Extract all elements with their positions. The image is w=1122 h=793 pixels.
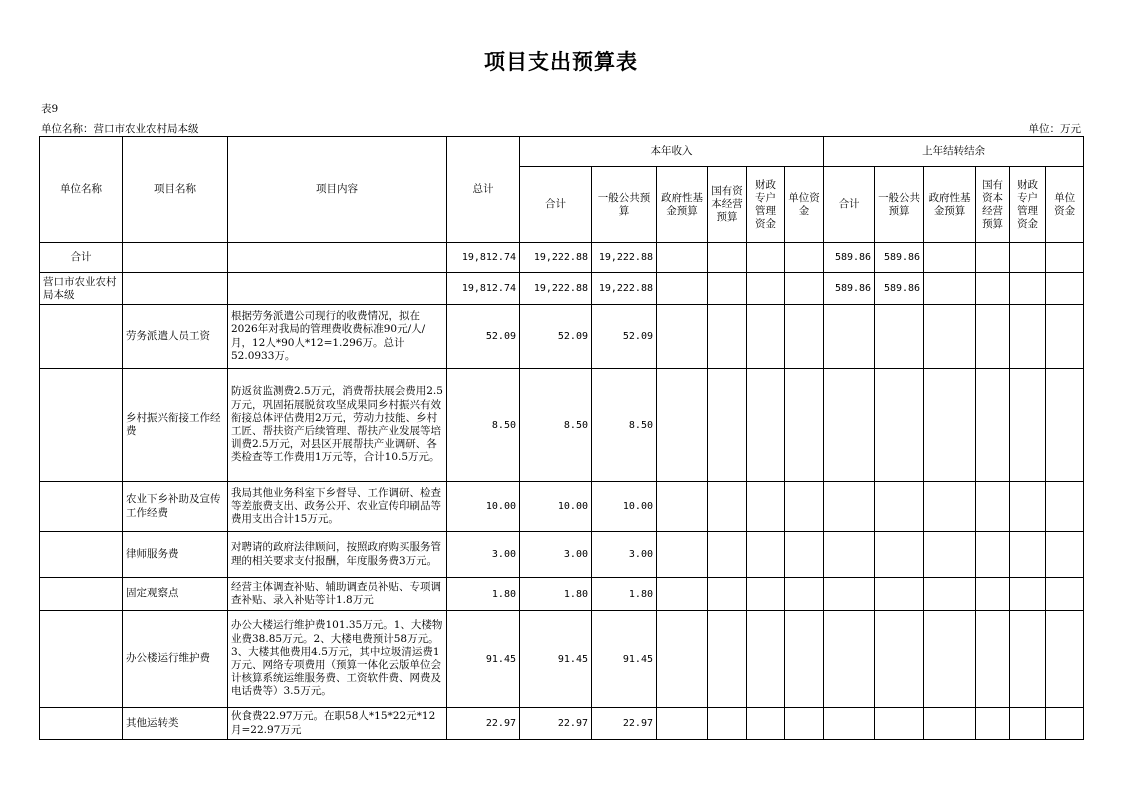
cell-unit: 营口市农业农村局本级 xyxy=(40,273,123,305)
cell-content: 对聘请的政府法律顾问，按照政府购买服务管理的相关要求支付报酬，年度服务费3万元。 xyxy=(228,532,447,578)
cell-co-state-capital xyxy=(976,611,1010,708)
cell-co-subtotal xyxy=(824,532,875,578)
cell-co-subtotal xyxy=(824,305,875,369)
cell-project: 办公楼运行维护费 xyxy=(123,611,228,708)
cell-co-fiscal-special xyxy=(1010,243,1046,273)
cell-co-unit-funds xyxy=(1046,273,1084,305)
cell-cy-state-capital xyxy=(708,305,747,369)
cell-content: 办公大楼运行维护费101.35万元。1、大楼物业费38.85万元。2、大楼电费预计58万元。3、大楼其他费用4.5万元，其中垃圾清运费1万元、网络专项费用（预算一体化云版单位会计核算系统运维服务费、工资软件费、网费及电话费等）3.5万元。 xyxy=(228,611,447,708)
cell-total: 10.00 xyxy=(447,482,520,532)
cell-unit: 合计 xyxy=(40,243,123,273)
cell-co-state-capital xyxy=(976,578,1010,611)
table-row xyxy=(40,578,1084,611)
cell-co-gov-fund xyxy=(924,305,976,369)
cell-cy-gov-fund xyxy=(657,243,708,273)
cell-project xyxy=(123,273,228,305)
cell-cy-unit-funds xyxy=(785,708,824,740)
cell-co-state-capital xyxy=(976,708,1010,740)
cell-co-general xyxy=(875,305,924,369)
header-cy-unit-funds: 单位资金 xyxy=(785,167,824,243)
cell-co-subtotal: 589.86 xyxy=(824,243,875,273)
cell-co-gov-fund xyxy=(924,243,976,273)
cell-content: 我局其他业务科室下乡督导、工作调研、检查等差旅费支出、政务公开、农业宣传印刷品等费用支出合计15万元。 xyxy=(228,482,447,532)
cell-co-gov-fund xyxy=(924,708,976,740)
cell-cy-fiscal-special xyxy=(747,305,785,369)
cell-co-unit-funds xyxy=(1046,482,1084,532)
header-co-subtotal: 合计 xyxy=(824,167,875,243)
cell-project: 农业下乡补助及宣传工作经费 xyxy=(123,482,228,532)
cell-co-unit-funds xyxy=(1046,369,1084,482)
cell-cy-unit-funds xyxy=(785,305,824,369)
cell-cy-state-capital xyxy=(708,243,747,273)
cell-cy-gov-fund xyxy=(657,611,708,708)
cell-co-subtotal xyxy=(824,482,875,532)
cell-cy-gov-fund xyxy=(657,273,708,305)
cell-cy-fiscal-special xyxy=(747,611,785,708)
page-title: 项目支出预算表 xyxy=(484,50,638,74)
cell-cy-fiscal-special xyxy=(747,273,785,305)
cell-co-subtotal: 589.86 xyxy=(824,273,875,305)
cell-co-gov-fund xyxy=(924,482,976,532)
cell-co-unit-funds xyxy=(1046,305,1084,369)
cell-cy-subtotal: 8.50 xyxy=(520,369,592,482)
cell-co-fiscal-special xyxy=(1010,611,1046,708)
header-content: 项目内容 xyxy=(228,137,447,243)
header-cy-general: 一般公共预算 xyxy=(592,167,657,243)
cell-cy-general: 10.00 xyxy=(592,482,657,532)
cell-cy-gov-fund xyxy=(657,482,708,532)
unit-name-label: 单位名称：营口市农业农村局本级 xyxy=(41,123,199,135)
cell-total: 8.50 xyxy=(447,369,520,482)
cell-cy-fiscal-special xyxy=(747,532,785,578)
cell-co-gov-fund xyxy=(924,611,976,708)
cell-cy-gov-fund xyxy=(657,578,708,611)
cell-co-fiscal-special xyxy=(1010,578,1046,611)
cell-co-unit-funds xyxy=(1046,243,1084,273)
cell-project: 其他运转类 xyxy=(123,708,228,740)
cell-co-unit-funds xyxy=(1046,578,1084,611)
cell-co-state-capital xyxy=(976,273,1010,305)
cell-cy-gov-fund xyxy=(657,532,708,578)
header-co-unit-funds: 单位资金 xyxy=(1046,167,1084,243)
cell-co-subtotal xyxy=(824,369,875,482)
cell-total: 19,812.74 xyxy=(447,273,520,305)
header-unit: 单位名称 xyxy=(40,137,123,243)
header-cy-subtotal: 合计 xyxy=(520,167,592,243)
cell-cy-unit-funds xyxy=(785,369,824,482)
cell-co-general xyxy=(875,532,924,578)
cell-cy-unit-funds xyxy=(785,578,824,611)
cell-cy-general: 52.09 xyxy=(592,305,657,369)
cell-cy-state-capital xyxy=(708,273,747,305)
table-row xyxy=(40,369,1084,482)
table-number: 表9 xyxy=(41,103,59,115)
header-co-gov-fund: 政府性基金预算 xyxy=(924,167,976,243)
cell-cy-unit-funds xyxy=(785,273,824,305)
cell-cy-subtotal: 19,222.88 xyxy=(520,243,592,273)
cell-content: 经营主体调查补贴、辅助调查员补贴、专项调查补贴、录入补贴等计1.8万元 xyxy=(228,578,447,611)
cell-total: 3.00 xyxy=(447,532,520,578)
cell-cy-general: 91.45 xyxy=(592,611,657,708)
header-cy-gov-fund: 政府性基金预算 xyxy=(657,167,708,243)
cell-unit xyxy=(40,482,123,532)
header-cy-state-capital: 国有资本经营预算 xyxy=(708,167,747,243)
cell-co-gov-fund xyxy=(924,273,976,305)
cell-cy-gov-fund xyxy=(657,305,708,369)
cell-co-subtotal xyxy=(824,578,875,611)
cell-cy-unit-funds xyxy=(785,532,824,578)
table-row xyxy=(40,273,1084,305)
cell-cy-general: 19,222.88 xyxy=(592,243,657,273)
cell-co-state-capital xyxy=(976,482,1010,532)
cell-cy-unit-funds xyxy=(785,482,824,532)
cell-cy-general: 3.00 xyxy=(592,532,657,578)
cell-cy-subtotal: 10.00 xyxy=(520,482,592,532)
cell-cy-fiscal-special xyxy=(747,482,785,532)
cell-co-state-capital xyxy=(976,243,1010,273)
cell-co-fiscal-special xyxy=(1010,305,1046,369)
cell-cy-unit-funds xyxy=(785,243,824,273)
cell-project: 劳务派遣人员工资 xyxy=(123,305,228,369)
cell-cy-state-capital xyxy=(708,482,747,532)
cell-unit xyxy=(40,611,123,708)
cell-co-general xyxy=(875,611,924,708)
cell-content xyxy=(228,273,447,305)
cell-total: 22.97 xyxy=(447,708,520,740)
cell-co-general xyxy=(875,482,924,532)
cell-total: 19,812.74 xyxy=(447,243,520,273)
cell-co-gov-fund xyxy=(924,532,976,578)
cell-cy-state-capital xyxy=(708,369,747,482)
cell-cy-state-capital xyxy=(708,708,747,740)
cell-co-gov-fund xyxy=(924,578,976,611)
cell-co-subtotal xyxy=(824,611,875,708)
cell-cy-subtotal: 1.80 xyxy=(520,578,592,611)
cell-cy-state-capital xyxy=(708,578,747,611)
table-row xyxy=(40,305,1084,369)
cell-co-general: 589.86 xyxy=(875,273,924,305)
cell-cy-fiscal-special xyxy=(747,708,785,740)
header-total: 总计 xyxy=(447,137,520,243)
cell-co-general: 589.86 xyxy=(875,243,924,273)
table-row xyxy=(40,708,1084,740)
cell-co-unit-funds xyxy=(1046,708,1084,740)
cell-cy-subtotal: 91.45 xyxy=(520,611,592,708)
cell-co-gov-fund xyxy=(924,369,976,482)
cell-total: 91.45 xyxy=(447,611,520,708)
cell-cy-subtotal: 22.97 xyxy=(520,708,592,740)
cell-cy-fiscal-special xyxy=(747,369,785,482)
cell-project: 律师服务费 xyxy=(123,532,228,578)
cell-co-unit-funds xyxy=(1046,532,1084,578)
cell-content: 根据劳务派遣公司现行的收费情况，拟在2026年对我局的管理费收费标准90元/人/月，12人*90人*12=1.296万。总计52.0933万。 xyxy=(228,305,447,369)
cell-unit xyxy=(40,369,123,482)
table-row xyxy=(40,482,1084,532)
cell-total: 52.09 xyxy=(447,305,520,369)
header-co-general: 一般公共预算 xyxy=(875,167,924,243)
cell-cy-state-capital xyxy=(708,532,747,578)
cell-co-state-capital xyxy=(976,305,1010,369)
cell-unit xyxy=(40,305,123,369)
header-co-state-capital: 国有资本经营预算 xyxy=(976,167,1010,243)
cell-cy-subtotal: 52.09 xyxy=(520,305,592,369)
budget-table xyxy=(39,136,1084,740)
cell-co-fiscal-special xyxy=(1010,482,1046,532)
cell-cy-fiscal-special xyxy=(747,243,785,273)
cell-co-fiscal-special xyxy=(1010,532,1046,578)
cell-cy-general: 22.97 xyxy=(592,708,657,740)
cell-project: 固定观察点 xyxy=(123,578,228,611)
cell-cy-subtotal: 3.00 xyxy=(520,532,592,578)
cell-co-fiscal-special xyxy=(1010,369,1046,482)
cell-cy-gov-fund xyxy=(657,369,708,482)
header-co-fiscal-special: 财政专户管理资金 xyxy=(1010,167,1046,243)
cell-unit xyxy=(40,578,123,611)
header-project: 项目名称 xyxy=(123,137,228,243)
cell-cy-subtotal: 19,222.88 xyxy=(520,273,592,305)
cell-co-fiscal-special xyxy=(1010,708,1046,740)
header-cy-fiscal-special: 财政专户管理资金 xyxy=(747,167,785,243)
cell-co-general xyxy=(875,578,924,611)
cell-project xyxy=(123,243,228,273)
cell-cy-gov-fund xyxy=(657,708,708,740)
cell-content: 伙食费22.97万元。在职58人*15*22元*12月=22.97万元 xyxy=(228,708,447,740)
cell-unit xyxy=(40,532,123,578)
cell-co-subtotal xyxy=(824,708,875,740)
table-row xyxy=(40,243,1084,273)
cell-co-fiscal-special xyxy=(1010,273,1046,305)
cell-cy-unit-funds xyxy=(785,611,824,708)
cell-cy-general: 19,222.88 xyxy=(592,273,657,305)
cell-cy-general: 8.50 xyxy=(592,369,657,482)
cell-project: 乡村振兴衔接工作经费 xyxy=(123,369,228,482)
cell-cy-general: 1.80 xyxy=(592,578,657,611)
cell-content: 防返贫监测费2.5万元，消费帮扶展会费用2.5万元，巩固拓展脱贫攻坚成果同乡村振兴有效衔接总体评估费用2万元，劳动力技能、乡村工匠、帮扶资产后续管理、帮扶产业发展等培训费2.5万元，对县区开展帮扶产业调研、各类检查等工作费用1万元等，合计10.5万元。 xyxy=(228,369,447,482)
cell-co-general xyxy=(875,369,924,482)
cell-cy-fiscal-special xyxy=(747,578,785,611)
cell-co-general xyxy=(875,708,924,740)
cell-cy-state-capital xyxy=(708,611,747,708)
cell-co-state-capital xyxy=(976,369,1010,482)
table-row xyxy=(40,532,1084,578)
cell-unit xyxy=(40,708,123,740)
header-current-year: 本年收入 xyxy=(520,137,824,167)
cell-co-unit-funds xyxy=(1046,611,1084,708)
header-carryover: 上年结转结余 xyxy=(824,137,1084,167)
cell-total: 1.80 xyxy=(447,578,520,611)
unit-of-measure: 单位：万元 xyxy=(1028,123,1081,135)
cell-content xyxy=(228,243,447,273)
table-row xyxy=(40,611,1084,708)
cell-co-state-capital xyxy=(976,532,1010,578)
